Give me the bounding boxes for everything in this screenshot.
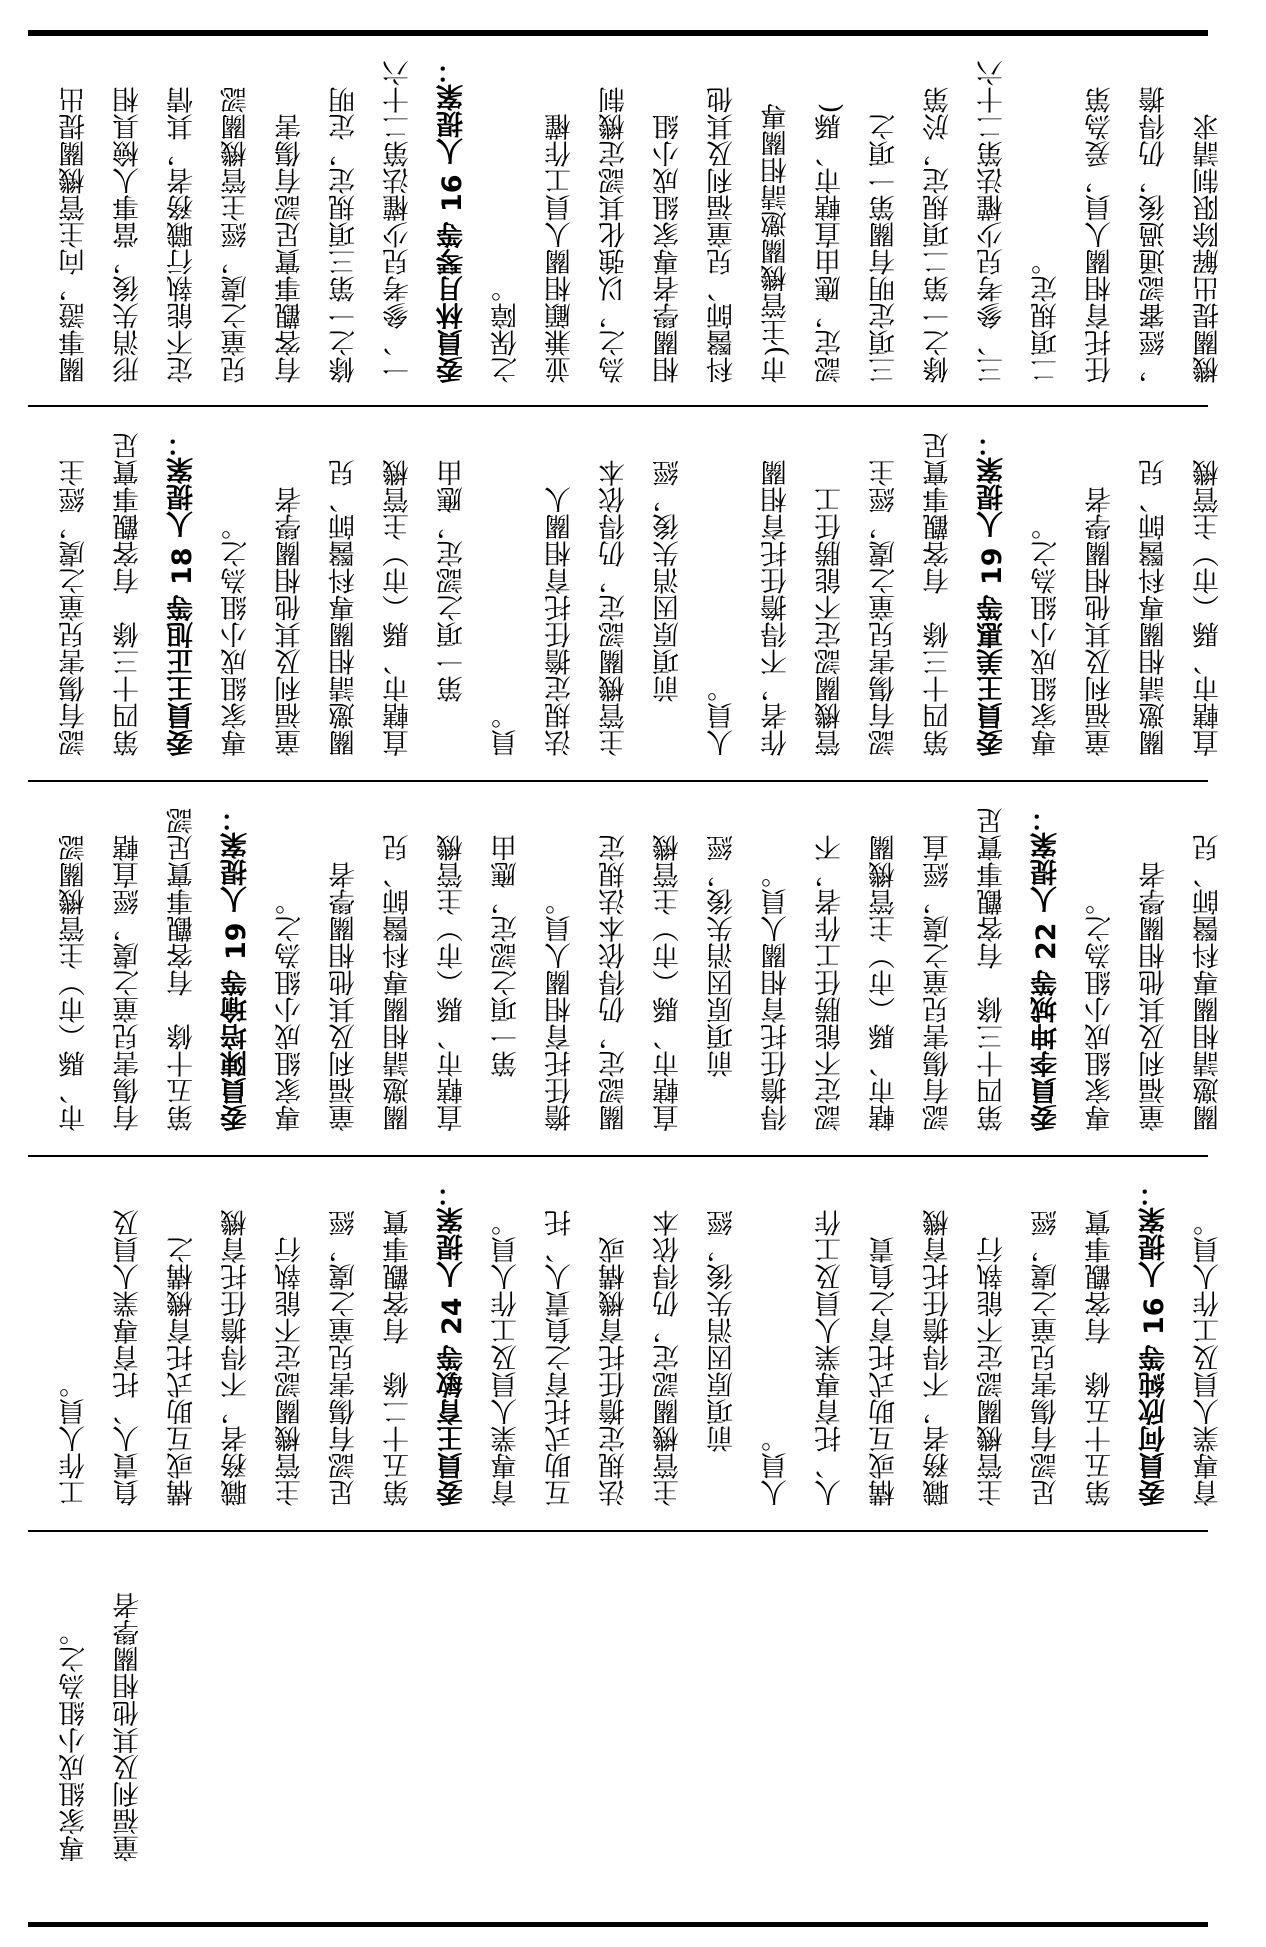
text-line: 第四十三條 有客觀事實足 [977,807,1008,1132]
text-line: 負責人、托育專業人員及 [113,1209,144,1507]
text-line: 機關提出解除限制請求 [1193,113,1224,384]
text-line: 前項原因消失後，經 [707,1209,738,1453]
table-cell-3 [28,782,1224,1155]
text-line: 童福利及其他相關學者 [113,1592,144,1862]
text-line: 定不能執行職務者，其情 [167,86,198,384]
text-line: 專家組成小組為之。 [221,513,252,757]
table-cell-5 [28,1532,1208,1922]
table-cell-2 [28,407,1224,780]
text-line: 有傷害兒童之虞，經直轄 [113,834,144,1132]
text-line: 第一項之認定，應由 [437,459,468,703]
text-line: 直轄市、縣（市）主管機 [437,834,468,1132]
text-line: 專家組成小組為之。 [59,1619,90,1862]
text-line: 關邀請相關專科醫師、兒 [1193,834,1224,1132]
text-line: 直轄市、縣（市）主管機 [383,459,414,757]
table-cell-1 [28,36,1224,405]
text-line: 相關學者專家組成小組 [653,113,684,384]
text-line: 童福利及其他相關學者 [275,486,306,757]
text-line: 作者，不得擔任托育相關 [761,459,792,757]
text-line: 市、縣（市）主管機關認 [59,834,90,1132]
text-line: 足認有傷害兒童之虞，經 [1031,1209,1062,1507]
text-line: 關認定，仍得依本法規定 [599,834,630,1132]
text-line: 構或互助式托育之負責 [869,1236,900,1507]
text-line: 條之一第二項規定，於第 [923,86,954,384]
text-line: 第五十二條 有客觀事實 [383,1209,414,1507]
text-line: 前項原因消失後，經 [707,834,738,1078]
cell-text [28,410,1256,776]
bottom-border [28,1922,1208,1927]
text-line: 直轄市、縣（市）主管機 [1193,459,1224,757]
proposer-heading: 委員王美惠等 19 人提案： [977,430,1008,757]
text-line: 職務者，不得擔任托育機 [923,1209,954,1507]
text-line: 條之一第三項規定，定明 [329,86,360,384]
cell-text [28,1160,1256,1526]
text-line: 專家組成小組為之。 [275,888,306,1132]
table-cell-4 [28,1157,1224,1530]
text-line: 管機關認定不能勝任工 [815,486,846,757]
text-line: 法規定擔任托育相關人 [545,486,576,757]
text-line: 人員。 [707,675,738,757]
text-line: 員。 [491,702,522,757]
text-line: 工作人員。 [59,1371,90,1507]
text-line: 關邀請相關專科醫師、兒 [1139,459,1170,757]
text-line: 三、參考兒少權法第二十六 [977,59,1008,384]
text-line: 童福利及其他相關學者 [1139,861,1170,1132]
text-line: 第四十三條 有客觀事實足 [113,432,144,757]
text-line: 關事證，向主管機關提出 [59,86,90,384]
text-line: 育專業人員及工作人員。 [1193,1209,1224,1507]
text-line: 二項規定。 [1031,248,1062,384]
proposer-heading: 委員何欣純等 16 人提案： [1139,1180,1170,1507]
text-line: 關邀請相關專科醫師、兒 [383,834,414,1132]
text-line: 認有傷害兒童之虞，經主 [59,459,90,757]
text-line: 互助式托育之負責人、托 [545,1209,576,1507]
text-line: 為之，以強化其認定機制 [599,86,630,384]
text-line: 第四十三條 有客觀事實足 [923,432,954,757]
text-line: 職務者，不得擔任托育機 [221,1209,252,1507]
text-line: 有客觀事實足認有傷害 [275,113,306,384]
cell-text [28,785,1256,1151]
text-line: 任托育相關人員，爰為第 [1085,86,1116,384]
text-line: 科醫師、兒童福利及其他 [707,86,738,384]
text-line: 人員。 [761,1425,792,1507]
text-line: 直轄市、縣（市）主管機 [653,834,684,1132]
text-line: 人、托育專業人員及工作 [815,1209,846,1507]
text-line: 足認有傷害兒童之虞，經 [329,1209,360,1507]
text-line: 第五十條 有客觀事實足認 [167,807,198,1132]
proposer-heading: 委員李坤城等 22 人提案： [1031,805,1062,1132]
text-line: ，經審認通過後，仍得擔 [1139,86,1170,384]
text-line: 市)主管機關邀請相關專 [761,103,792,384]
text-line: 專家組成小組為之。 [1085,888,1116,1132]
text-line: 得擔任托育相關人員。 [761,861,792,1132]
proposer-heading: 委員陳培瑜等 19 人提案： [221,805,252,1132]
text-line: 認有傷害兒童之虞，經直 [923,834,954,1132]
text-line: 轄市、縣（市）主管機關 [869,834,900,1132]
proposer-heading: 委員王育敏等 24 人提案： [437,1180,468,1507]
text-line: 育專業人員及工作人員。 [491,1209,522,1507]
text-line: 構或互助式托育機構之 [167,1236,198,1507]
text-line: 三項定明有關第一項之 [869,113,900,384]
text-line: 一、參考兒少權法第二十六 [383,59,414,384]
text-line: 認有傷害兒童之虞，經主 [869,459,900,757]
cell-text [28,37,1256,403]
proposer-heading: 委員王正旭等 18 人提案： [167,430,198,757]
text-line: 主管機關認定不能執行 [977,1236,1008,1507]
text-line: 兒童之虞，經主管機關認 [221,86,252,384]
text-line: 主管機關認定，仍得依本 [653,1209,684,1507]
text-line: 擔任托育相關人員。 [545,888,576,1132]
text-line: 第一項之認定，應由 [491,834,522,1078]
text-line: 形消失後，當事人檢具相 [113,86,144,384]
text-line: 前項原因消失後，經 [653,459,684,703]
text-line: 認定，應由直轄市、縣( [815,103,846,384]
text-line: 法規定擔任托育機構或 [599,1236,630,1507]
proposer-heading: 委員林月琴等 16 人提案： [437,57,468,384]
text-line: 第五十五條 有客觀事實 [1085,1209,1116,1507]
text-line: 並兼顧相關人員工作權 [545,113,576,384]
cell-text [28,1572,176,1882]
text-line: 主管機關認定不能執行 [275,1236,306,1507]
text-line: 關邀請相關專科醫師、兒 [329,459,360,757]
text-line: 童福利及其他相關學者 [1085,486,1116,757]
text-line: 童福利及其他相關學者 [329,861,360,1132]
text-line: 之保障。 [491,275,522,384]
text-line: 專家組成小組為之。 [1031,513,1062,757]
text-line: 主管機關認定，仍得依本 [599,459,630,757]
text-line: 認定不能勝任工作者，不 [815,834,846,1132]
